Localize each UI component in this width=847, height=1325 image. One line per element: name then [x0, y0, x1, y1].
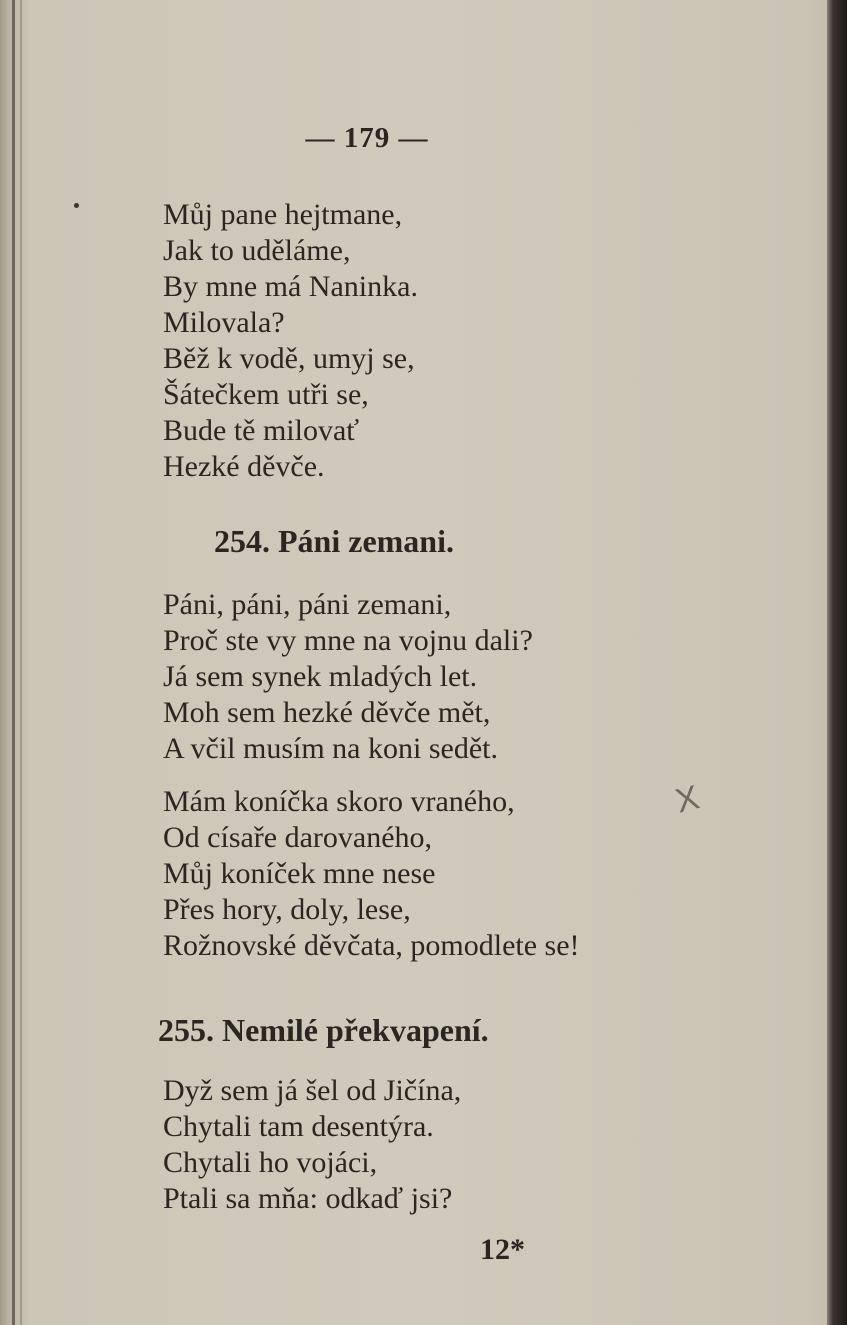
verse-line: Moh sem hezké děvče mět, [163, 696, 491, 729]
verse-line: Já sem synek mladých let. [163, 660, 478, 693]
verse-line: Chytali tam desentýra. [163, 1110, 434, 1143]
verse-line: Můj pane hejtmane, [163, 198, 403, 231]
page-gutter-line [12, 0, 15, 1325]
song-254-heading: 254. Páni zemani. [214, 523, 454, 559]
verse-line: Proč ste vy mne na vojnu dali? [163, 624, 533, 657]
verse-line: Šátečkem utři se, [163, 378, 369, 411]
page-number: — 179 — [305, 122, 429, 154]
margin-dot [74, 203, 79, 208]
verse-line: Rožnovské děvčata, pomodlete se! [163, 929, 580, 962]
verse-line: Od císaře darovaného, [163, 821, 433, 854]
song-255-verse [163, 1073, 461, 1217]
verse-line: Dyž sem já šel od Jičína, [163, 1074, 462, 1107]
verse-line: Mám koníčka skoro vraného, [163, 785, 515, 818]
verse-line: Bude tě milovať [163, 414, 360, 447]
verse-line: Ptali sa mňa: odkaď jsi? [163, 1182, 453, 1215]
verse-line: A včil musím na koni sedět. [163, 732, 498, 765]
verse-line: Přes hory, doly, lese, [163, 893, 411, 926]
page-right-edge [827, 0, 847, 1325]
verse-line: By mne má Naninka. [163, 270, 418, 303]
verse-line: Můj koníček mne nese [163, 857, 436, 890]
signature-mark: 12* [480, 1233, 525, 1266]
poem-top-verse [163, 197, 418, 485]
verse-line: Hezké děvče. [163, 450, 325, 483]
song-255-heading: 255. Nemilé překvapení. [158, 1012, 489, 1048]
verse-line: Páni, páni, páni zemani, [163, 588, 452, 621]
verse-line: Jak to uděláme, [163, 234, 351, 267]
verse-line: Milovala? [163, 306, 285, 339]
verse-line: Chytali ho vojáci, [163, 1146, 378, 1179]
page-gutter-shadow [20, 0, 22, 1325]
song-254-stanza-1 [163, 587, 533, 767]
song-254-stanza-2 [163, 784, 580, 964]
verse-line: Běž k vodě, umyj se, [163, 342, 415, 375]
pencil-x-mark: X [671, 778, 703, 821]
